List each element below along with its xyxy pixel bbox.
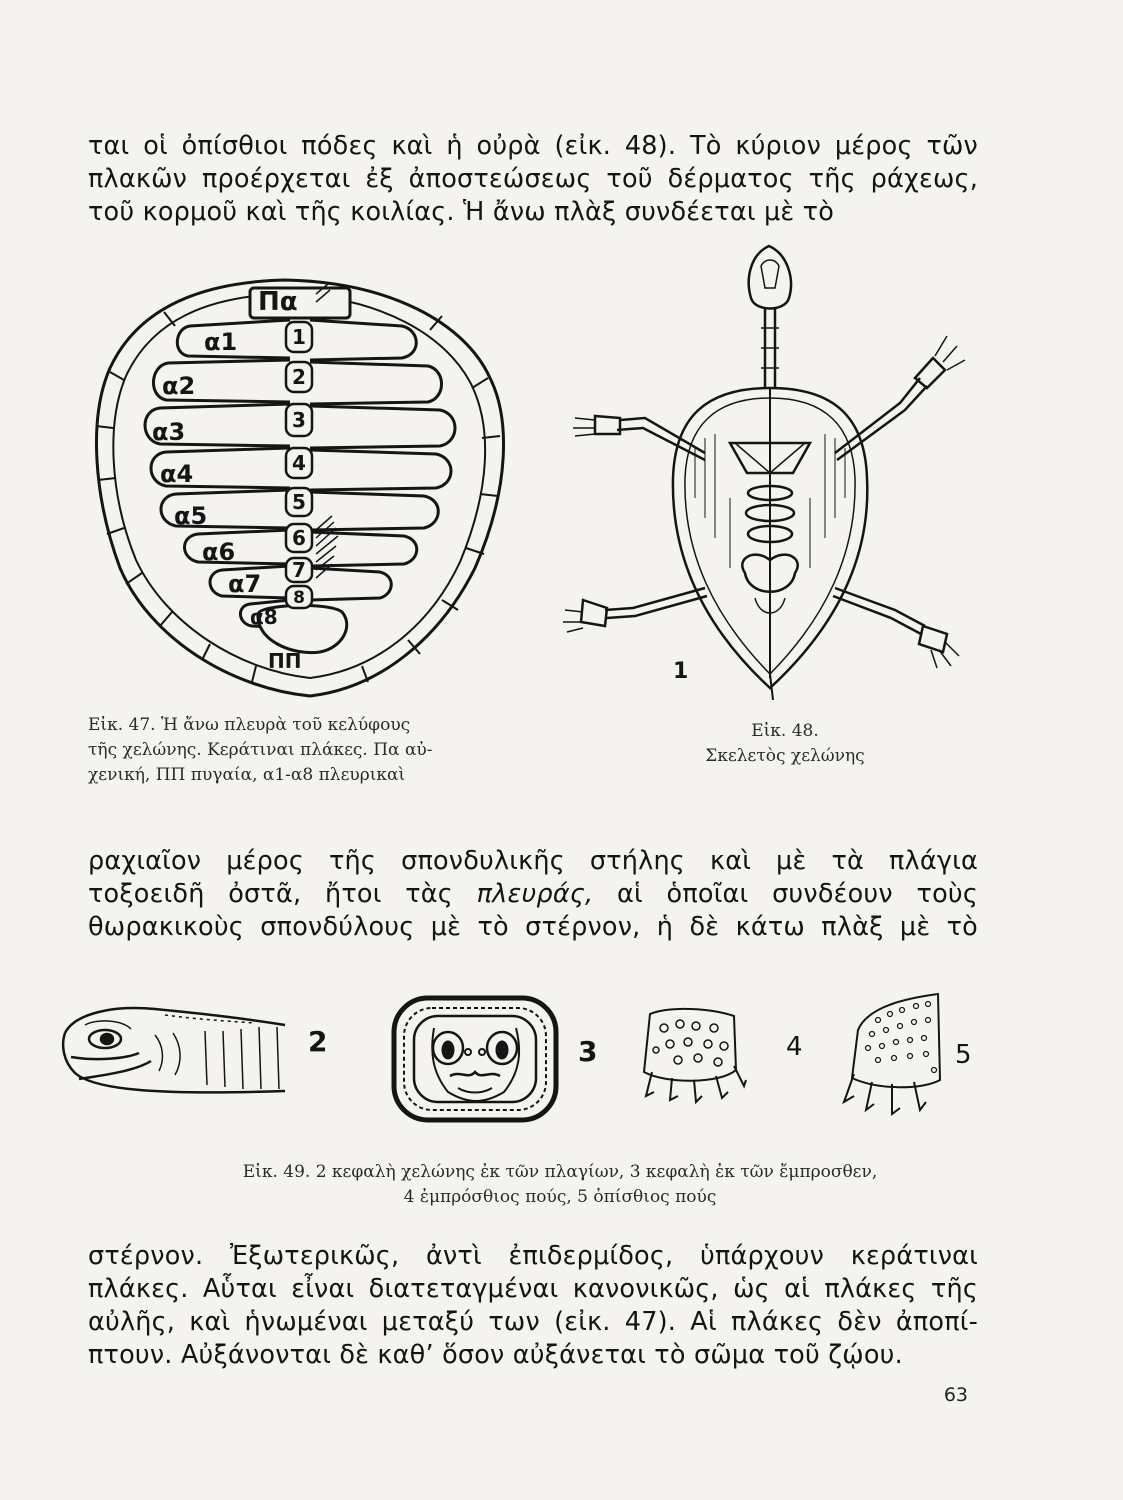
text-segment: αἱ ὁποῖαι συνδέουν τοὺς: [593, 879, 978, 909]
caption-figure-47: [88, 713, 433, 788]
label-pleural-5: α5: [174, 502, 208, 530]
label-pygal-scute: ΠΠ: [268, 649, 302, 673]
text-line: θωρακικοὺς σπονδύλους μὲ τὸ στέρνον, ἡ δὲ κάτω πλὰξ μὲ τὸ: [88, 912, 978, 942]
figure-49-head-front: [388, 992, 563, 1127]
figure-49-number-3: 3: [578, 1035, 598, 1068]
caption-line: 4 ἐμπρόσθιος πούς, 5 ὀπίσθιος πούς: [403, 1187, 717, 1207]
caption-line: τῆς χελώνης. Κεράτιναι πλάκες. Πα αὐ-: [88, 740, 433, 760]
label-vertebral-5: 5: [292, 490, 306, 514]
figure-47-carapace: [80, 268, 520, 708]
label-vertebral-6: 6: [292, 526, 306, 550]
text-line: [88, 878, 978, 911]
page-number: 63: [943, 1384, 968, 1406]
caption-figure-48: [690, 719, 880, 769]
text-line: πλακῶν προέρχεται ἐξ ἀποστεώσεως τοῦ δέρματος τῆς ράχεως,: [88, 164, 978, 194]
label-vertebral-2: 2: [292, 365, 306, 389]
text-line: στέρνον. Ἐξωτερικῶς, ἀντὶ ἐπιδερμίδος, ὑπάρχουν κεράτιναι: [88, 1241, 978, 1271]
figure-48-skeleton: [555, 238, 975, 708]
label-vertebral-1: 1: [292, 325, 306, 349]
emphasized-term: πλευράς,: [476, 879, 594, 909]
text-line: τοῦ κορμοῦ καὶ τῆς κοιλίας. Ἡ ἄνω πλὰξ συνδέεται μὲ τὸ: [88, 197, 835, 227]
caption-line: χενική, ΠΠ πυγαία, α1-α8 πλευρικαὶ: [88, 765, 406, 785]
caption-line: Εἰκ. 47. Ἡ ἄνω πλευρὰ τοῦ κελύφους: [88, 715, 411, 735]
label-pleural-2: α2: [162, 372, 196, 400]
text-line: πλάκες. Αὗται εἶναι διατεταγμέναι κανονικῶς, ὡς αἱ πλάκες τῆς: [88, 1274, 978, 1304]
text-line: αὐλῆς, καὶ ἡνωμέναι μεταξύ των (εἰκ. 47). Αἱ πλάκες δὲν ἀποπί-: [88, 1307, 978, 1337]
figure-49-head-side: [55, 995, 295, 1105]
figure-49-front-foot: [630, 1000, 750, 1110]
figure-49-number-5: 5: [955, 1040, 972, 1070]
label-vertebral-7: 7: [292, 558, 306, 582]
label-pleural-7: α7: [228, 570, 262, 598]
caption-line: Σκελετὸς χελώνης: [705, 746, 865, 766]
label-vertebral-8: 8: [293, 588, 305, 608]
text-line: ραχιαῖον μέρος τῆς σπονδυλικῆς στήλης καὶ μὲ τὰ πλάγια: [88, 846, 978, 876]
label-pleural-4: α4: [160, 460, 194, 488]
label-pleural-1: α1: [204, 328, 238, 356]
middle-paragraph: [88, 845, 978, 944]
figure-49-number-2: 2: [308, 1025, 328, 1058]
label-pleural-6: α6: [202, 538, 236, 566]
caption-line: Εἰκ. 48.: [751, 721, 819, 741]
caption-line: Εἰκ. 49. 2 κεφαλὴ χελώνης ἐκ τῶν πλαγίων, 3 κεφαλὴ ἐκ τῶν ἔμπροσθεν,: [242, 1162, 878, 1182]
top-paragraph: [88, 130, 978, 229]
label-figure-48: 1: [673, 659, 689, 684]
text-segment: τοξοειδῆ ὀστᾶ, ἤτοι τὰς: [88, 879, 477, 909]
label-vertebral-3: 3: [292, 408, 306, 432]
label-pleural-8: α8: [250, 605, 278, 629]
figure-49-number-4: 4: [786, 1032, 803, 1062]
label-pleural-3: α3: [152, 418, 186, 446]
text-line: ται οἱ ὀπίσθιοι πόδες καὶ ἡ οὐρὰ (εἰκ. 48). Τὸ κύριον μέρος τῶν: [88, 131, 978, 161]
figure-49-hind-foot: [838, 990, 948, 1120]
bottom-paragraph: [88, 1240, 978, 1372]
text-line: πτουν. Αὐξάνονται δὲ καθ’ ὅσον αὐξάνεται τὸ σῶμα τοῦ ζῴου.: [88, 1340, 903, 1370]
caption-figure-49: [120, 1160, 1000, 1210]
label-vertebral-4: 4: [292, 451, 306, 475]
label-neck-scute: Πα: [258, 287, 298, 317]
